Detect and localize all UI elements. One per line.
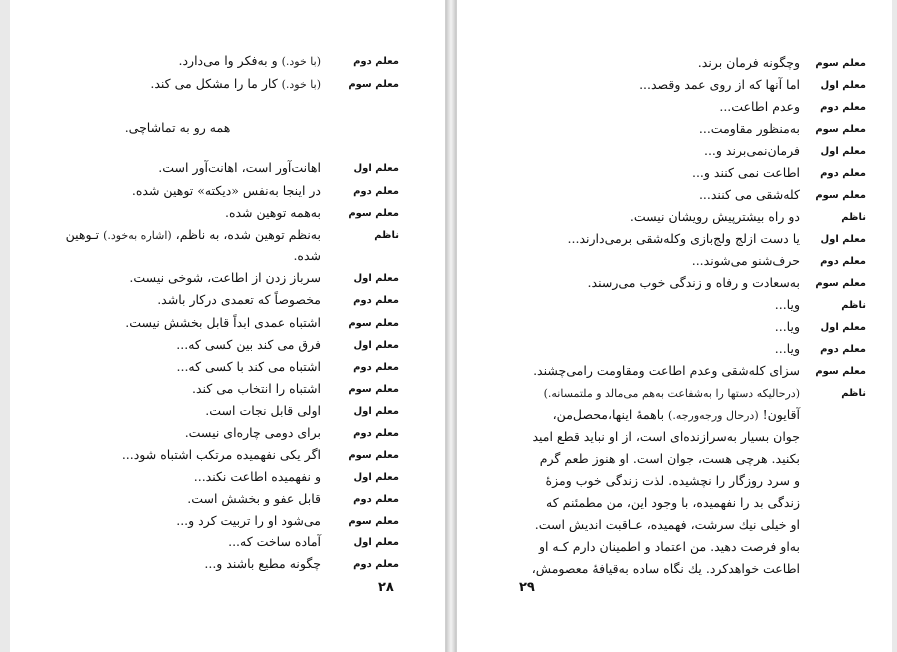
dialogue-text: مخصوصاً که تعمدی درکار باشد. (157, 292, 321, 307)
left-page (10, 0, 446, 652)
speaker-name: معلم اول (353, 537, 399, 548)
right-page-number: ۲۹ (519, 580, 535, 595)
speech-line: بکنید. هرچی هست، جوان است. او هنوز طعم گرم (539, 451, 800, 466)
speaker-name: معلم اول (353, 406, 399, 417)
speaker-name: معلم سوم (815, 366, 866, 377)
speaker-name: معلم دوم (353, 428, 399, 439)
dialogue-text: ویا... (774, 297, 800, 312)
dialogue-text: (با خود.) کار ما را مشکل می کند. (150, 76, 321, 91)
dialogue-text: دو راه بیشترپیش رویشان نیست. (629, 209, 800, 224)
right-page (456, 0, 892, 652)
dialogue-text: اولی قابل نجات است. (205, 403, 321, 418)
speech-line: زندگی بد را نفهمیده، با وجود این، من مطمئنم که (546, 495, 800, 510)
dialogue-text: آماده ساخت که... (228, 534, 321, 549)
speaker-name: معلم اول (353, 340, 399, 351)
speaker-name: معلم دوم (353, 494, 399, 505)
speaker-name: معلم اول (353, 273, 399, 284)
dialogue-text: سرباز زدن از اطاعت، شوخی نیست. (129, 270, 321, 285)
speaker-name: معلم سوم (348, 450, 399, 461)
speaker-name: معلم دوم (353, 56, 399, 67)
speaker-name: معلم سوم (348, 384, 399, 395)
speech-line: و سرد روزگار را نچشیده. لذت زندگی خوب ومزهٔ (545, 473, 800, 488)
speaker-name: معلم سوم (348, 516, 399, 527)
dialogue-text: اشتباه می کند با کسی که... (176, 359, 321, 374)
dialogue-text: کله‌شقی می کنند... (698, 187, 800, 202)
dialogue-text: فرق می کند بین کسی که... (176, 337, 321, 352)
speaker-name: معلم سوم (815, 124, 866, 135)
dialogue-text: یا دست ازلج ولج‌بازی وکله‌شقی برمی‌دارند... (567, 231, 800, 246)
speaker-name: معلم دوم (820, 168, 866, 179)
dialogue-text: اشتباه را انتخاب می کند. (192, 381, 321, 396)
dialogue-text: اما آنها که از روی عمد وقصد... (639, 77, 800, 92)
speech-line: جوان بسیار به‌سرازنده‌ای است، از او نباید قطع امید (532, 429, 800, 444)
speaker-name: معلم اول (820, 80, 866, 91)
dialogue-text: برای دومی چاره‌ای نیست. (184, 425, 321, 440)
dialogue-text: سزای کله‌شقی وعدم اطاعت ومقاومت رامی‌چشند. (533, 363, 800, 378)
dialogue-text: (با خود.) و به‌فکر وا می‌دارد. (178, 53, 321, 68)
speaker-name: معلم سوم (815, 190, 866, 201)
dialogue-text: و نفهمیده اطاعت نکند... (193, 469, 321, 484)
speaker-name: معلم سوم (348, 208, 399, 219)
right-page-dialogue (457, 0, 892, 652)
dialogue-text: شده. (293, 248, 321, 263)
speaker-name: معلم دوم (353, 295, 399, 306)
speech-line: اطاعت خواهدکرد. یك نگاه ساده به‌قیافهٔ معصومش، (531, 561, 800, 576)
dialogue-text: وچگونه فرمان برند. (697, 55, 800, 70)
dialogue-text: می‌شود او را تربیت کرد و... (176, 513, 321, 528)
dialogue-text: به‌همه توهین شده. (224, 205, 321, 220)
dialogue-text: ویا... (774, 319, 800, 334)
speaker-name: ناظم (374, 230, 399, 241)
dialogue-text: ویا... (774, 341, 800, 356)
left-page-number: ۲۸ (378, 580, 394, 595)
speaker-name: معلم اول (353, 472, 399, 483)
left-page-dialogue (10, 0, 445, 652)
speech-line: به‌او فرصت دهید. من اعتماد و اطمینان دارم کـه او (538, 539, 800, 554)
dialogue-text: اطاعت نمی کنند و... (691, 165, 800, 180)
dialogue-text: در اینجا به‌نفس «دیکته» توهین شده. (131, 183, 321, 198)
speaker-name: معلم دوم (353, 186, 399, 197)
speech-line: (درحالیکه دستها را به‌شفاعت به‌هم می‌مالد و ملتمسانه.) (543, 387, 800, 400)
speaker-name: معلم دوم (820, 344, 866, 355)
dialogue-text: وعدم اطاعت... (719, 99, 800, 114)
dialogue-text: به‌منظور مقاومت... (698, 121, 800, 136)
speaker-name: معلم اول (820, 234, 866, 245)
stage-direction: همه رو به تماشاچی. (124, 120, 231, 135)
speaker-name: معلم سوم (348, 318, 399, 329)
speaker-name: معلم اول (820, 322, 866, 333)
speaker-name: معلم اول (353, 163, 399, 174)
speaker-name: معلم دوم (820, 256, 866, 267)
speaker-name: ناظم (841, 212, 866, 223)
speaker-name: معلم دوم (353, 559, 399, 570)
speaker-name: معلم سوم (815, 58, 866, 69)
dialogue-text: قابل عفو و بخشش است. (187, 491, 321, 506)
speaker-name: معلم سوم (348, 79, 399, 90)
speaker-name: معلم دوم (820, 102, 866, 113)
dialogue-text: به‌نظم توهین شده، به ناظم، (اشاره به‌خود.) تـوهین (65, 227, 321, 242)
speaker-name: معلم اول (820, 146, 866, 157)
dialogue-text: اهانت‌آور است، اهانت‌آور است. (158, 160, 321, 175)
book-gutter (446, 0, 456, 652)
speaker-name: ناظم (841, 300, 866, 311)
speaker-name: ناظم (841, 388, 866, 399)
dialogue-text: چگونه مطیع باشند و... (204, 556, 321, 571)
speech-line: او خیلی نیك سرشت، فهمیده، عـاقبت اندیش است. (534, 517, 800, 532)
speaker-name: معلم سوم (815, 278, 866, 289)
dialogue-text: اگر یکی نفهمیده مرتکب اشتباه شود... (121, 447, 321, 462)
speech-line: آقایون! (درحال ورجه‌ورجه.) باهمهٔ اینها،محصل‌من، (552, 407, 800, 422)
dialogue-text: اشتباه عمدی ابداً قابل بخشش نیست. (125, 315, 321, 330)
dialogue-text: فرمان‌نمی‌برند و... (703, 143, 800, 158)
speaker-name: معلم دوم (353, 362, 399, 373)
dialogue-text: به‌سعادت و رفاه و زندگی خوب می‌رسند. (587, 275, 800, 290)
dialogue-text: حرف‌شنو می‌شوند... (691, 253, 800, 268)
